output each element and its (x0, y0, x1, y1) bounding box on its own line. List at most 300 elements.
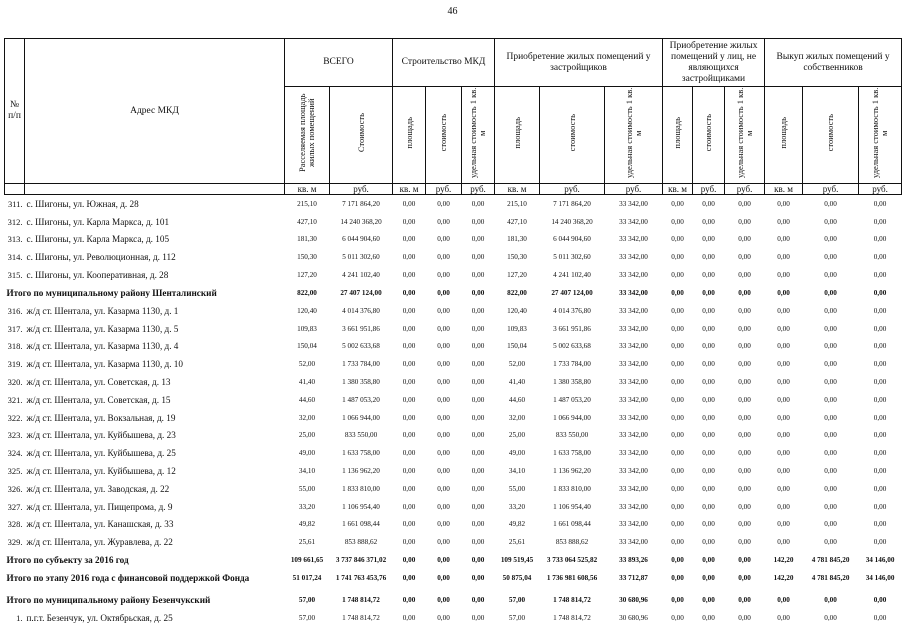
value-cell: 5 002 633,68 (342, 342, 380, 351)
value-cell: 49,00 (508, 449, 526, 458)
value-cell: 0,00 (437, 342, 450, 351)
table-row (5, 462, 902, 480)
unit-cell: руб. (462, 184, 495, 195)
value-cell: 0,00 (471, 342, 485, 351)
value-cell: 0,00 (402, 574, 416, 583)
value-cell: 0,00 (738, 431, 751, 440)
col-number-header: № п/п (5, 39, 25, 184)
value-cell: 0,00 (671, 306, 684, 315)
value-cell: 0,00 (873, 449, 887, 458)
value-cell: 33 342,00 (619, 271, 648, 280)
value-cell: 1 748 814,72 (342, 596, 380, 605)
value-cell: 0,00 (777, 253, 790, 262)
value-cell: 0,00 (402, 449, 416, 458)
row-number: 1. (16, 613, 23, 624)
address-cell: ж/д ст. Шентала, ул. Пищепрома, д. 9 (26, 501, 173, 512)
value-cell: 0,00 (437, 556, 450, 565)
table-row (5, 444, 902, 462)
value-cell: 0,00 (738, 395, 751, 404)
value-cell: 0,00 (402, 324, 416, 333)
address-cell: ж/д ст. Шентала, ул. Вокзальная, д. 19 (26, 412, 176, 423)
value-cell: 0,00 (671, 360, 684, 369)
value-cell: 4 014 376,80 (553, 306, 591, 315)
value-cell: 33 342,00 (619, 467, 648, 476)
value-cell: 0,00 (437, 253, 450, 262)
value-cell: 0,00 (777, 614, 790, 623)
row-number: 318. (7, 341, 23, 352)
subheader-unit-cost: удельная стоимость 1 кв. м (859, 87, 902, 184)
table-row (5, 609, 902, 627)
unit-cell: руб. (540, 184, 605, 195)
subheader-cost: Стоимость (330, 87, 393, 184)
value-cell: 0,00 (738, 449, 751, 458)
value-cell: 1 487 053,20 (342, 395, 380, 404)
value-cell: 0,00 (738, 574, 751, 583)
value-cell: 0,00 (702, 431, 715, 440)
value-cell: 0,00 (824, 288, 837, 297)
unit-cell: кв. м (393, 184, 426, 195)
value-cell: 33 342,00 (619, 502, 648, 511)
value-cell: 0,00 (873, 520, 887, 529)
value-cell: 0,00 (702, 342, 715, 351)
value-cell: 0,00 (471, 574, 485, 583)
subheader-cost: стоимость (426, 87, 462, 184)
value-cell: 0,00 (738, 199, 751, 208)
value-cell: 0,00 (873, 235, 887, 244)
value-cell: 0,00 (777, 360, 790, 369)
value-cell: 109 519,45 (500, 556, 534, 565)
row-number: 327. (7, 501, 23, 512)
value-cell: 0,00 (873, 253, 887, 262)
value-cell: 0,00 (777, 484, 790, 493)
value-cell: 0,00 (437, 324, 450, 333)
value-cell: 3 733 064 525,82 (546, 556, 598, 565)
total-row (5, 284, 902, 302)
value-cell: 0,00 (437, 596, 450, 605)
value-cell: 14 240 368,20 (551, 217, 593, 226)
value-cell: 33 342,00 (619, 449, 648, 458)
row-number: 316. (7, 305, 23, 316)
value-cell: 0,00 (777, 449, 790, 458)
value-cell: 33 342,00 (619, 253, 648, 262)
value-cell: 33 342,00 (619, 395, 648, 404)
value-cell: 0,00 (402, 431, 416, 440)
value-cell: 33 342,00 (619, 413, 648, 422)
value-cell: 0,00 (702, 556, 715, 565)
value-cell: 33 342,00 (619, 484, 648, 493)
value-cell: 30 680,96 (619, 614, 648, 623)
table-row (5, 338, 902, 356)
value-cell: 0,00 (671, 520, 684, 529)
value-cell: 0,00 (738, 538, 751, 547)
value-cell: 0,00 (671, 413, 684, 422)
value-cell: 0,00 (671, 614, 684, 623)
value-cell: 0,00 (738, 467, 751, 476)
value-cell: 0,00 (471, 467, 485, 476)
table-row (5, 320, 902, 338)
address-cell: ж/д ст. Шентала, ул. Куйбышева, д. 12 (26, 466, 176, 477)
unit-cell (5, 184, 25, 195)
value-cell: 25,00 (298, 431, 316, 440)
value-cell: 0,00 (402, 342, 416, 351)
value-cell: 33 342,00 (619, 378, 648, 387)
value-cell: 0,00 (777, 324, 790, 333)
value-cell: 34 146,00 (865, 556, 895, 565)
unit-cell: руб. (859, 184, 902, 195)
unit-cell: кв. м (765, 184, 803, 195)
row-number: 311. (7, 198, 23, 209)
subheader-area: площадь (663, 87, 693, 184)
unit-cell: руб. (725, 184, 765, 195)
value-cell: 0,00 (702, 235, 715, 244)
group-header-non-developers: Приобретение жилых помещений у лиц, не являющихся застройщиками (663, 39, 765, 87)
table-row (5, 302, 902, 320)
value-cell: 0,00 (873, 360, 887, 369)
row-number: 320. (7, 377, 23, 388)
value-cell: 0,00 (824, 235, 837, 244)
value-cell: 0,00 (873, 395, 887, 404)
value-cell: 0,00 (824, 484, 837, 493)
table-row (5, 213, 902, 231)
value-cell: 0,00 (777, 538, 790, 547)
value-cell: 0,00 (738, 324, 751, 333)
table-row (5, 391, 902, 409)
value-cell: 0,00 (471, 271, 485, 280)
address-cell: с. Шигоны, ул. Кооперативная, д. 28 (26, 270, 169, 281)
table-row (5, 498, 902, 516)
unit-cell: руб. (803, 184, 859, 195)
value-cell: 0,00 (824, 217, 837, 226)
value-cell: 0,00 (824, 253, 837, 262)
value-cell: 0,00 (671, 574, 684, 583)
value-cell: 33 342,00 (619, 235, 648, 244)
value-cell: 0,00 (671, 431, 684, 440)
value-cell: 0,00 (738, 502, 751, 511)
table-header (5, 39, 902, 195)
total-row (5, 569, 902, 587)
value-cell: 1 136 962,20 (342, 467, 380, 476)
value-cell: 1 633 758,00 (553, 449, 591, 458)
row-number: 314. (7, 252, 23, 263)
value-cell: 127,20 (297, 271, 317, 280)
value-cell: 49,82 (508, 520, 526, 529)
row-number: 328. (7, 519, 23, 530)
value-cell: 0,00 (471, 378, 485, 387)
value-cell: 49,00 (298, 449, 316, 458)
value-cell: 0,00 (471, 217, 485, 226)
value-cell: 0,00 (824, 342, 837, 351)
value-cell: 0,00 (873, 324, 887, 333)
value-cell: 0,00 (702, 395, 715, 404)
value-cell: 0,00 (471, 235, 485, 244)
value-cell: 0,00 (738, 413, 751, 422)
value-cell: 109,83 (297, 324, 317, 333)
value-cell: 0,00 (402, 467, 416, 476)
value-cell: 142,20 (773, 556, 794, 565)
value-cell: 25,61 (298, 538, 316, 547)
value-cell: 0,00 (671, 235, 684, 244)
value-cell: 0,00 (437, 431, 450, 440)
value-cell: 822,00 (297, 288, 317, 297)
value-cell: 0,00 (738, 360, 751, 369)
value-cell: 33 342,00 (619, 538, 648, 547)
total-row (5, 591, 902, 609)
value-cell: 0,00 (671, 484, 684, 493)
value-cell: 0,00 (824, 449, 837, 458)
value-cell: 0,00 (777, 520, 790, 529)
value-cell: 181,30 (297, 235, 317, 244)
value-cell: 0,00 (702, 538, 715, 547)
total-title: Итого по этапу 2016 года с финансовой поддержкой Фонда (6, 573, 250, 584)
value-cell: 33 712,87 (619, 574, 648, 583)
value-cell: 0,00 (702, 271, 715, 280)
value-cell: 0,00 (702, 199, 715, 208)
value-cell: 32,00 (298, 413, 316, 422)
value-cell: 0,00 (471, 395, 485, 404)
value-cell: 4 241 102,40 (342, 271, 380, 280)
value-cell: 0,00 (702, 217, 715, 226)
value-cell: 41,40 (298, 378, 316, 387)
value-cell: 0,00 (702, 288, 715, 297)
value-cell: 5 011 302,60 (342, 253, 380, 262)
value-cell: 0,00 (873, 271, 887, 280)
row-number: 322. (7, 412, 23, 423)
value-cell: 0,00 (671, 596, 684, 605)
value-cell: 0,00 (738, 342, 751, 351)
value-cell: 1 136 962,20 (553, 467, 591, 476)
row-number: 317. (7, 323, 23, 334)
value-cell: 0,00 (471, 596, 485, 605)
value-cell: 0,00 (873, 306, 887, 315)
value-cell: 33 342,00 (619, 342, 648, 351)
value-cell: 33 342,00 (619, 288, 648, 297)
value-cell: 0,00 (671, 288, 684, 297)
value-cell: 0,00 (873, 199, 887, 208)
value-cell: 0,00 (777, 596, 790, 605)
value-cell: 0,00 (702, 360, 715, 369)
address-cell: ж/д ст. Шентала, ул. Казарма 1130, д. 4 (26, 341, 179, 352)
value-cell: 0,00 (824, 378, 837, 387)
value-cell: 1 748 814,72 (342, 614, 380, 623)
value-cell: 0,00 (402, 306, 416, 315)
value-cell: 3 661 951,86 (553, 324, 591, 333)
value-cell: 1 380 358,80 (342, 378, 380, 387)
value-cell: 0,00 (702, 378, 715, 387)
value-cell: 0,00 (471, 288, 485, 297)
value-cell: 0,00 (777, 502, 790, 511)
value-cell: 0,00 (824, 502, 837, 511)
table-row (5, 355, 902, 373)
value-cell: 14 240 368,20 (340, 217, 382, 226)
value-cell: 0,00 (402, 502, 416, 511)
value-cell: 150,30 (297, 253, 317, 262)
value-cell: 0,00 (777, 431, 790, 440)
table-row (5, 231, 902, 249)
value-cell: 50 875,04 (502, 574, 532, 583)
value-cell: 0,00 (824, 431, 837, 440)
value-cell: 51 017,24 (292, 574, 322, 583)
value-cell: 0,00 (777, 217, 790, 226)
value-cell: 0,00 (777, 342, 790, 351)
value-cell: 33 342,00 (619, 324, 648, 333)
address-cell: п.г.т. Безенчук, ул. Октябрьская, д. 25 (26, 613, 173, 624)
value-cell: 0,00 (777, 378, 790, 387)
value-cell: 0,00 (671, 253, 684, 262)
value-cell: 0,00 (738, 484, 751, 493)
group-header-developers: Приобретение жилых помещений у застройщиков (495, 39, 663, 87)
subheader-cost: стоимость (803, 87, 859, 184)
value-cell: 33 342,00 (619, 431, 648, 440)
value-cell: 0,00 (437, 502, 450, 511)
value-cell: 34,10 (298, 467, 316, 476)
value-cell: 109,83 (507, 324, 527, 333)
value-cell: 0,00 (873, 431, 887, 440)
value-cell: 0,00 (873, 288, 887, 297)
address-cell: ж/д ст. Шентала, ул. Казарма 1130, д. 10 (26, 359, 183, 370)
value-cell: 33 342,00 (619, 199, 648, 208)
row-number: 324. (7, 448, 23, 459)
value-cell: 34 146,00 (865, 574, 895, 583)
value-cell: 0,00 (873, 217, 887, 226)
value-cell: 1 733 784,00 (342, 360, 380, 369)
value-cell: 0,00 (702, 253, 715, 262)
value-cell: 4 241 102,40 (553, 271, 591, 280)
value-cell: 7 171 864,20 (553, 199, 591, 208)
table-body (5, 195, 902, 627)
row-number: 321. (7, 394, 23, 405)
value-cell: 0,00 (738, 556, 751, 565)
value-cell: 1 733 784,00 (553, 360, 591, 369)
value-cell: 44,60 (298, 395, 316, 404)
value-cell: 0,00 (824, 360, 837, 369)
value-cell: 0,00 (702, 484, 715, 493)
value-cell: 0,00 (873, 378, 887, 387)
subheader-unit-cost: удельная стоимость 1 кв. м (605, 87, 663, 184)
value-cell: 0,00 (738, 378, 751, 387)
value-cell: 0,00 (777, 467, 790, 476)
value-cell: 0,00 (824, 520, 837, 529)
value-cell: 853 888,62 (555, 538, 589, 547)
value-cell: 0,00 (873, 342, 887, 351)
value-cell: 0,00 (738, 235, 751, 244)
value-cell: 0,00 (471, 484, 485, 493)
value-cell: 0,00 (824, 538, 837, 547)
value-cell: 0,00 (437, 413, 450, 422)
value-cell: 109 661,65 (290, 556, 324, 565)
value-cell: 4 014 376,80 (342, 306, 380, 315)
value-cell: 0,00 (671, 467, 684, 476)
table-row (5, 533, 902, 551)
value-cell: 0,00 (824, 271, 837, 280)
address-cell: ж/д ст. Шентала, ул. Куйбышева, д. 25 (26, 448, 176, 459)
value-cell: 0,00 (873, 484, 887, 493)
value-cell: 0,00 (437, 217, 450, 226)
subheader-cost: стоимость (693, 87, 725, 184)
subheader-resettled-area: Расселяемая площадь жилых помещений (285, 87, 330, 184)
value-cell: 1 380 358,80 (553, 378, 591, 387)
value-cell: 833 550,00 (555, 431, 589, 440)
row-number: 315. (7, 270, 23, 281)
total-row (5, 551, 902, 569)
value-cell: 215,10 (507, 199, 527, 208)
value-cell: 55,00 (508, 484, 526, 493)
subheader-unit-cost: удельная стоимость 1 кв. м (462, 87, 495, 184)
value-cell: 0,00 (402, 378, 416, 387)
value-cell: 0,00 (873, 413, 887, 422)
unit-cell: кв. м (663, 184, 693, 195)
value-cell: 0,00 (402, 556, 416, 565)
value-cell: 0,00 (402, 395, 416, 404)
group-header-buyout: Выкуп жилых помещений у собственников (765, 39, 902, 87)
value-cell: 822,00 (507, 288, 527, 297)
value-cell: 1 833 810,00 (342, 484, 380, 493)
value-cell: 0,00 (702, 614, 715, 623)
value-cell: 0,00 (402, 288, 416, 297)
value-cell: 0,00 (471, 253, 485, 262)
value-cell: 150,04 (507, 342, 527, 351)
unit-cell: руб. (330, 184, 393, 195)
table-row (5, 248, 902, 266)
value-cell: 0,00 (471, 520, 485, 529)
row-number: 325. (7, 466, 23, 477)
value-cell: 0,00 (702, 467, 715, 476)
value-cell: 0,00 (777, 395, 790, 404)
value-cell: 0,00 (824, 413, 837, 422)
value-cell: 3 661 951,86 (342, 324, 380, 333)
row-number: 319. (7, 359, 23, 370)
row-number: 323. (7, 430, 23, 441)
unit-cell (25, 184, 285, 195)
value-cell: 0,00 (824, 596, 837, 605)
value-cell: 0,00 (702, 502, 715, 511)
value-cell: 0,00 (777, 288, 790, 297)
value-cell: 0,00 (471, 431, 485, 440)
value-cell: 5 002 633,68 (553, 342, 591, 351)
table-row (5, 373, 902, 391)
value-cell: 0,00 (777, 199, 790, 208)
value-cell: 0,00 (437, 538, 450, 547)
value-cell: 150,04 (297, 342, 317, 351)
value-cell: 1 833 810,00 (553, 484, 591, 493)
value-cell: 120,40 (297, 306, 317, 315)
value-cell: 0,00 (437, 235, 450, 244)
value-cell: 0,00 (402, 360, 416, 369)
value-cell: 0,00 (738, 596, 751, 605)
address-cell: ж/д ст. Шентала, ул. Канашская, д. 33 (26, 519, 174, 530)
value-cell: 0,00 (873, 502, 887, 511)
value-cell: 1 066 944,00 (553, 413, 591, 422)
value-cell: 1 748 814,72 (553, 596, 591, 605)
value-cell: 0,00 (471, 449, 485, 458)
unit-cell: кв. м (285, 184, 330, 195)
value-cell: 33,20 (298, 502, 316, 511)
value-cell: 7 171 864,20 (342, 199, 380, 208)
value-cell: 0,00 (402, 538, 416, 547)
value-cell: 427,10 (297, 217, 317, 226)
address-cell: ж/д ст. Шентала, ул. Казарма 1130, д. 5 (26, 323, 179, 334)
value-cell: 0,00 (437, 614, 450, 623)
value-cell: 1 661 098,44 (553, 520, 591, 529)
value-cell: 1 661 098,44 (342, 520, 380, 529)
value-cell: 0,00 (671, 342, 684, 351)
value-cell: 0,00 (402, 199, 416, 208)
value-cell: 0,00 (671, 324, 684, 333)
value-cell: 0,00 (437, 520, 450, 529)
value-cell: 0,00 (402, 614, 416, 623)
address-cell: ж/д ст. Шентала, ул. Казарма 1130, д. 1 (26, 305, 179, 316)
value-cell: 27 407 124,00 (340, 288, 382, 297)
value-cell: 6 044 904,60 (553, 235, 591, 244)
